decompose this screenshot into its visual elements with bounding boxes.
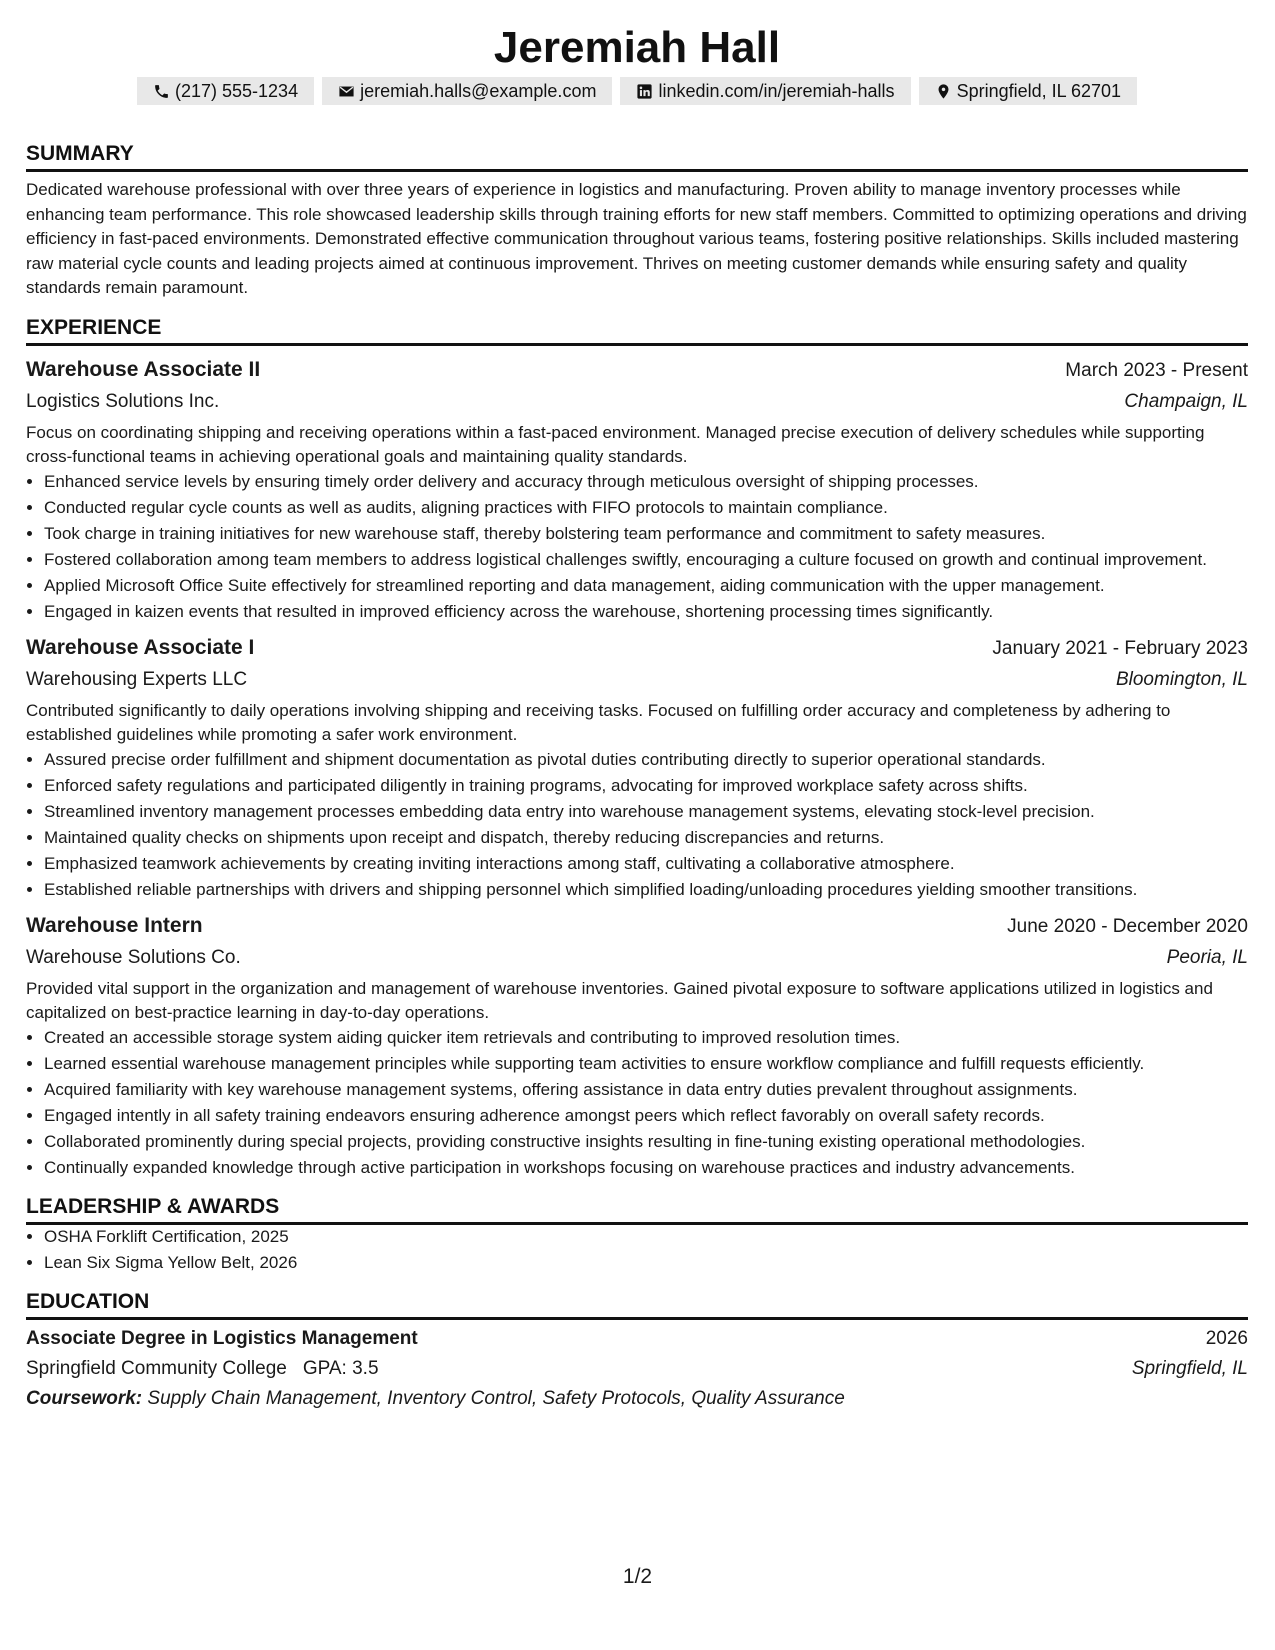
awards-list [26, 1225, 1248, 1275]
linkedin-icon [636, 83, 653, 100]
list-item: • Acquired familiarity with key warehouse management systems, offering assistance in data entry duties prevalent throughout assignments. [44, 1078, 1248, 1102]
list-item: • Took charge in training initiatives for new warehouse staff, thereby bolstering team performance and commitment to safety measures. [44, 522, 1248, 546]
job-dates: January 2021 - February 2023 [992, 637, 1248, 659]
envelope-icon [338, 83, 355, 100]
job-entry [26, 910, 1248, 1180]
job-company: Warehousing Experts LLC [26, 668, 248, 690]
contact-phone-text: (217) 555-1234 [174, 81, 299, 101]
job-location: Peoria, IL [1166, 946, 1248, 968]
summary-heading: SUMMARY [26, 141, 1248, 172]
coursework-label: Coursework: [26, 1387, 143, 1409]
school-location: Springfield, IL [1131, 1357, 1248, 1379]
job-location: Champaign, IL [1124, 390, 1248, 412]
list-item: • Streamlined inventory management processes embedding data entry into warehouse management systems, elevating stock-level precision. [44, 800, 1248, 824]
awards-heading: LEADERSHIP & AWARDS [26, 1194, 1248, 1225]
contact-linkedin-text: linkedin.com/in/jeremiah-halls [658, 81, 895, 101]
list-item: • Enhanced service levels by ensuring timely order delivery and accuracy through meticulous oversight of shipping processes. [44, 470, 1248, 494]
job-entry [26, 632, 1248, 902]
summary-text: Dedicated warehouse professional with over three years of experience in logistics and manufacturing. Proven ability to manage inventory processes while enhancing team performance. This role showcased leadership skills through training efforts for new staff members. Committed to optimizing operations and driving efficiency in fast-paced environments. Demonstrated effective communication throughout various teams, fostering positive relationships. Skills included mastering raw material cycle counts and leading projects aimed at continuous improvement. Thrives on meeting customer demands while ensuring safety and quality standards remain paramount. [26, 180, 1247, 297]
contact-email-text: jeremiah.halls@example.com [360, 81, 597, 101]
list-item: • Lean Six Sigma Yellow Belt, 2026 [44, 1251, 1248, 1275]
list-item: • Learned essential warehouse management principles while supporting team activities to ensure workflow compliance and fulfill requests efficiently. [44, 1052, 1248, 1076]
map-marker-icon [935, 83, 952, 100]
job-bullets [26, 1026, 1248, 1180]
education-heading: EDUCATION [26, 1289, 1248, 1320]
contact-bar [26, 77, 1248, 105]
degree-title: Associate Degree in Logistics Management [26, 1327, 418, 1349]
contact-location[interactable] [919, 77, 1137, 105]
page-number: 1/2 [622, 1565, 653, 1588]
list-item: • Maintained quality checks on shipments upon receipt and dispatch, thereby reducing discrepancies and returns. [44, 826, 1248, 850]
contact-phone[interactable] [137, 77, 314, 105]
gpa: GPA: 3.5 [302, 1357, 379, 1379]
job-description: Provided vital support in the organization and management of warehouse inventories. Gained pivotal exposure to software applications utilized in logistics and capitalized on best-practice learning in day-to-day operations. [26, 978, 1213, 1022]
job-bullets [26, 470, 1248, 624]
list-item: • Established reliable partnerships with drivers and shipping personnel which simplified loading/unloading procedures yielding smoother transitions. [44, 878, 1248, 902]
contact-email[interactable] [322, 77, 612, 105]
job-description: Contributed significantly to daily operations involving shipping and receiving tasks. Focused on fulfilling order accuracy and completeness by adhering to established guidelines while promoting a safer work environment. [26, 700, 1171, 744]
education-entry [26, 1324, 1248, 1413]
list-item: • Engaged intently in all safety training endeavors ensuring adherence amongst peers which reflect favorably on overall safety records. [44, 1104, 1248, 1128]
list-item: • Collaborated prominently during special projects, providing constructive insights resulting in fine-tuning existing operational methodologies. [44, 1130, 1248, 1154]
candidate-name: Jeremiah Hall [493, 23, 781, 72]
list-item: • Enforced safety regulations and participated diligently in training programs, advocating for improved workplace safety across shifts. [44, 774, 1248, 798]
list-item: • Continually expanded knowledge through active participation in workshops focusing on warehouse practices and industry advancements. [44, 1156, 1248, 1180]
school-name: Springfield Community College [26, 1357, 287, 1379]
coursework-list: Supply Chain Management, Inventory Control, Safety Protocols, Quality Assurance [147, 1387, 845, 1409]
job-company: Logistics Solutions Inc. [26, 390, 220, 412]
school-info [26, 1353, 379, 1384]
resume-page [26, 0, 1248, 1413]
list-item: • OSHA Forklift Certification, 2025 [44, 1225, 1248, 1249]
job-description: Focus on coordinating shipping and receiving operations within a fast-paced environment. Managed precise execution of delivery schedules while supporting cross-functional teams in achieving operational goals and maintaining quality standards. [26, 422, 1205, 466]
job-title: Warehouse Associate II [26, 357, 261, 381]
phone-icon [153, 83, 170, 100]
list-item: • Conducted regular cycle counts as well as audits, aligning practices with FIFO protocols to maintain compliance. [44, 496, 1248, 520]
job-bullets [26, 748, 1248, 902]
contact-location-text: Springfield, IL 62701 [956, 81, 1122, 101]
job-dates: June 2020 - December 2020 [1007, 915, 1248, 937]
job-dates: March 2023 - Present [1065, 359, 1248, 381]
coursework [26, 1384, 1248, 1413]
graduation-year: 2026 [1205, 1327, 1248, 1349]
list-item: • Applied Microsoft Office Suite effectively for streamlined reporting and data management, aiding communication with the upper management. [44, 574, 1248, 598]
job-title: Warehouse Associate I [26, 635, 255, 659]
list-item: • Fostered collaboration among team members to address logistical challenges swiftly, encouraging a culture focused on growth and continual improvement. [44, 548, 1248, 572]
contact-linkedin[interactable] [620, 77, 910, 105]
job-location: Bloomington, IL [1115, 668, 1248, 690]
list-item: • Engaged in kaizen events that resulted in improved efficiency across the warehouse, shortening processing times significantly. [44, 600, 1248, 624]
job-title: Warehouse Intern [26, 913, 203, 937]
job-entry [26, 354, 1248, 624]
list-item: • Created an accessible storage system aiding quicker item retrievals and contributing to improved resolution times. [44, 1026, 1248, 1050]
list-item: • Assured precise order fulfillment and shipment documentation as pivotal duties contributing directly to superior operational standards. [44, 748, 1248, 772]
experience-heading: EXPERIENCE [26, 315, 1248, 346]
job-company: Warehouse Solutions Co. [26, 946, 241, 968]
list-item: • Emphasized teamwork achievements by creating inviting interactions among staff, cultivating a collaborative atmosphere. [44, 852, 1248, 876]
